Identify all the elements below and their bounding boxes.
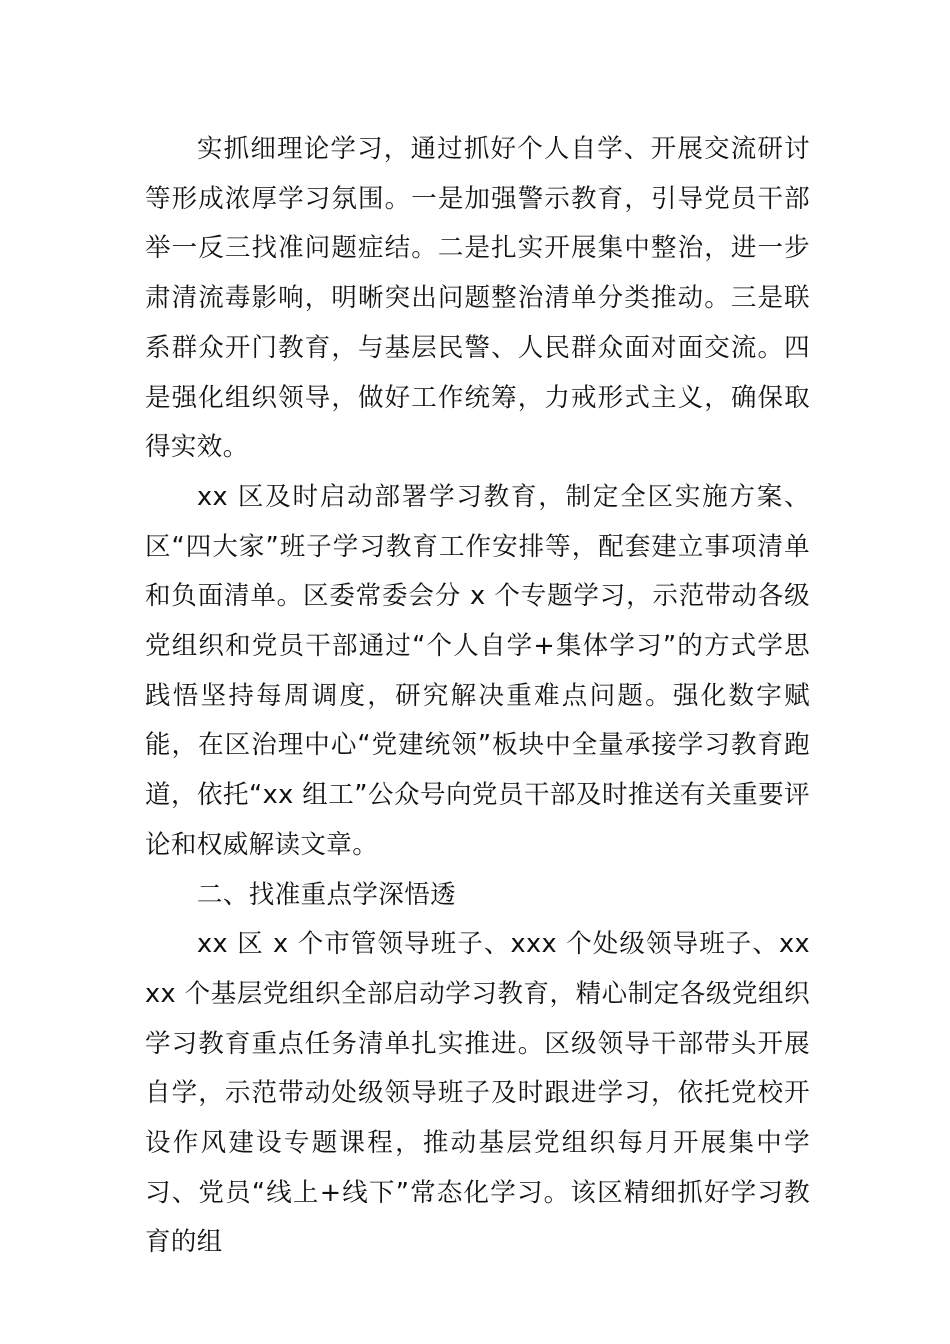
paragraph-district-deployment: xx 区及时启动部署学习教育，制定全区实施方案、区“四大家”班子学习教育工作安排等，配套建立事项清单和负面清单。区委常委会分 x 个专题学习，示范带动各级党组织和党员干部通过“个人自学+集体学习”的方式学思践悟坚持每周调度，研究解决重难点问题。强化数字赋能，在区治理中心“党建统领”板块中全量承接学习教育跑道，依托“xx 组工”公众号向党员干部及时推送有关重要评论和权威解读文章。 [145, 481, 810, 860]
document-body [145, 125, 810, 1268]
paragraph-theory-study: 实抓细理论学习，通过抓好个人自学、开展交流研讨等形成浓厚学习氛围。一是加强警示教育，引导党员干部举一反三找准问题症结。二是扎实开展集中整治，进一步肃清流毒影响，明晰突出问题整治清单分类推动。三是联系群众开门教育，与基层民警、人民群众面对面交流。四是强化组织领导，做好工作统筹，力戒形式主义，确保取得实效。 [145, 134, 810, 463]
section-heading: 二、找准重点学深悟透 [197, 879, 457, 910]
paragraph-leadership-teams: xx 区 x 个市管领导班子、xxx 个处级领导班子、xxxx 个基层党组织全部启动学习教育，精心制定各级党组织学习教育重点任务清单扎实推进。区级领导干部带头开展自学，示范带动处级领导班子及时跟进学习，依托党校开设作风建设专题课程，推动基层党组织每月开展集中学习、党员“线上+线下”常态化学习。该区精细抓好学习教育的组 [145, 929, 810, 1258]
